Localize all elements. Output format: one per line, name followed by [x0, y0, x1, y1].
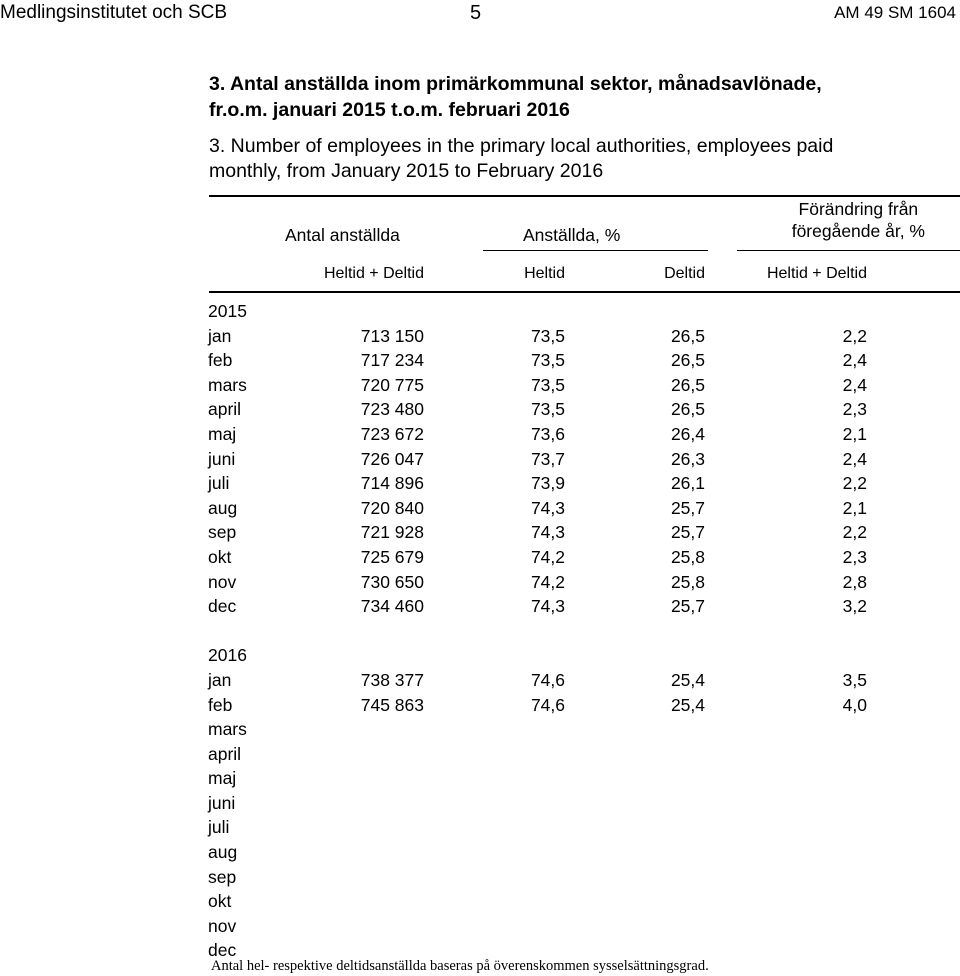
- cell-month: dec: [208, 596, 237, 617]
- table-title-swedish-line1: 3. Antal anställda inom primärkommunal sektor, månadsavlönade,: [209, 73, 822, 95]
- cell-month: april: [208, 743, 242, 764]
- cell-forandring: 2,4: [842, 374, 867, 395]
- cell-deltid-procent: 26,5: [670, 325, 705, 346]
- cell-forandring: 2,4: [842, 448, 867, 469]
- cell-forandring: 2,2: [842, 325, 867, 346]
- table-row: [0, 693, 960, 718]
- cell-month: jan: [208, 325, 232, 346]
- table-row: [0, 865, 960, 890]
- cell-month: april: [208, 399, 242, 420]
- cell-deltid-procent: 26,4: [670, 423, 705, 444]
- cell-forandring: 2,3: [842, 546, 867, 567]
- cell-antal-anstallda: 734 460: [360, 596, 424, 617]
- cell-forandring: 3,5: [842, 669, 867, 690]
- subheader-heltid: Heltid: [524, 265, 565, 282]
- cell-heltid-procent: 73,7: [530, 448, 565, 469]
- table-row: [0, 889, 960, 914]
- cell-month: okt: [208, 891, 232, 912]
- cell-heltid-procent: 73,5: [530, 325, 565, 346]
- table-row: [0, 791, 960, 816]
- table-row: [0, 840, 960, 865]
- table-row: [0, 668, 960, 693]
- cell-deltid-procent: 26,3: [670, 448, 705, 469]
- column-header-forandring: [792, 198, 925, 242]
- table-row: [0, 717, 960, 742]
- cell-deltid-procent: 25,8: [670, 571, 705, 592]
- column-header-anstallda-procent: Anställda, %: [523, 225, 621, 245]
- cell-heltid-procent: 73,6: [530, 423, 565, 444]
- cell-deltid-procent: 25,7: [670, 522, 705, 543]
- cell-month: aug: [208, 842, 238, 863]
- table-row: [0, 422, 960, 447]
- table-row: [0, 471, 960, 496]
- cell-antal-anstallda: 725 679: [360, 546, 424, 567]
- cell-month: mars: [208, 374, 247, 395]
- cell-month: jan: [208, 669, 232, 690]
- cell-antal-anstallda: 745 863: [360, 694, 424, 715]
- cell-heltid-procent: 73,5: [530, 374, 565, 395]
- cell-month: nov: [208, 571, 237, 592]
- table-row: [0, 545, 960, 570]
- cell-deltid-procent: 25,4: [670, 694, 705, 715]
- cell-antal-anstallda: 738 377: [360, 669, 424, 690]
- table-row: [0, 373, 960, 398]
- cell-month: sep: [208, 522, 237, 543]
- table-row: [0, 520, 960, 545]
- cell-month: feb: [208, 694, 233, 715]
- cell-heltid-procent: 74,3: [530, 522, 565, 543]
- report-code: AM 49 SM 1604: [834, 3, 956, 22]
- cell-month: sep: [208, 866, 237, 887]
- cell-deltid-procent: 25,7: [670, 497, 705, 518]
- cell-antal-anstallda: 713 150: [360, 325, 424, 346]
- table-row: [0, 815, 960, 840]
- cell-forandring: 2,1: [842, 423, 867, 444]
- cell-antal-anstallda: 717 234: [360, 350, 424, 371]
- table-row: [0, 766, 960, 791]
- table-title-swedish-line2: fr.o.m. januari 2015 t.o.m. februari 2016: [209, 99, 570, 121]
- table-row: [0, 742, 960, 767]
- cell-deltid-procent: 25,4: [670, 669, 705, 690]
- cell-heltid-procent: 74,2: [530, 571, 565, 592]
- year-label: 2016: [208, 645, 247, 666]
- cell-antal-anstallda: 720 775: [360, 374, 424, 395]
- cell-month: dec: [208, 940, 237, 961]
- table-header-rule: [209, 291, 960, 293]
- table-row: [0, 914, 960, 939]
- cell-forandring: 4,0: [842, 694, 867, 715]
- cell-month: maj: [208, 768, 237, 789]
- cell-forandring: 2,4: [842, 350, 867, 371]
- cell-deltid-procent: 26,1: [670, 473, 705, 494]
- year-label: 2015: [208, 301, 247, 321]
- table-title-english-line2: monthly, from January 2015 to February 2016: [209, 160, 604, 182]
- cell-month: feb: [208, 350, 233, 371]
- cell-heltid-procent: 73,5: [530, 399, 565, 420]
- cell-month: juli: [208, 473, 230, 494]
- cell-forandring: 2,2: [842, 473, 867, 494]
- group-underline-change: [737, 250, 960, 251]
- cell-month: mars: [208, 719, 247, 740]
- table-row: [0, 397, 960, 422]
- subheader-heltid-deltid-antal: Heltid + Deltid: [323, 265, 424, 282]
- cell-antal-anstallda: 726 047: [360, 448, 424, 469]
- cell-heltid-procent: 74,6: [530, 694, 565, 715]
- header-publisher: Medlingsinstitutet och SCB: [0, 2, 228, 23]
- table-row: [0, 594, 960, 619]
- cell-month: juni: [208, 792, 236, 813]
- cell-deltid-procent: 26,5: [670, 350, 705, 371]
- table-title-english-line1: 3. Number of employees in the primary local authorities, employees paid: [209, 135, 834, 157]
- cell-month: nov: [208, 915, 237, 936]
- table-row: [0, 570, 960, 595]
- cell-heltid-procent: 73,9: [530, 473, 565, 494]
- cell-deltid-procent: 25,7: [670, 596, 705, 617]
- cell-antal-anstallda: 720 840: [360, 497, 424, 518]
- cell-deltid-procent: 26,5: [670, 399, 705, 420]
- column-header-forandring-line2: föregående år, %: [791, 221, 925, 241]
- cell-heltid-procent: 73,5: [530, 350, 565, 371]
- cell-deltid-procent: 26,5: [670, 374, 705, 395]
- year-row: [0, 299, 960, 324]
- cell-heltid-procent: 74,3: [530, 596, 565, 617]
- cell-month: okt: [208, 546, 232, 567]
- cell-forandring: 3,2: [842, 596, 867, 617]
- year-row: [0, 643, 960, 668]
- page-number: 5: [470, 2, 482, 24]
- cell-forandring: 2,1: [842, 497, 867, 518]
- year-gap: [0, 619, 960, 644]
- footnote: Antal hel- respektive deltidsanställda baseras på överenskommen sysselsättningsgrad.: [211, 958, 709, 974]
- cell-heltid-procent: 74,6: [530, 669, 565, 690]
- cell-forandring: 2,2: [842, 522, 867, 543]
- table-row: [0, 447, 960, 472]
- cell-forandring: 2,3: [842, 399, 867, 420]
- cell-month: juli: [208, 817, 230, 838]
- cell-month: aug: [208, 497, 238, 518]
- cell-heltid-procent: 74,2: [530, 546, 565, 567]
- column-header-forandring-line1: Förändring från: [798, 199, 919, 219]
- column-header-antal-anstallda: Antal anställda: [285, 225, 400, 245]
- cell-month: maj: [208, 423, 237, 444]
- cell-forandring: 2,8: [842, 571, 867, 592]
- cell-heltid-procent: 74,3: [530, 497, 565, 518]
- subheader-heltid-deltid-change: Heltid + Deltid: [766, 265, 867, 282]
- table-top-rule: [209, 195, 960, 197]
- cell-antal-anstallda: 723 480: [360, 399, 424, 420]
- cell-antal-anstallda: 730 650: [360, 571, 424, 592]
- group-underline-percent: [483, 250, 708, 251]
- cell-antal-anstallda: 723 672: [360, 423, 424, 444]
- subheader-deltid: Deltid: [664, 265, 705, 282]
- table-row: [0, 324, 960, 349]
- table-row: [0, 348, 960, 373]
- cell-antal-anstallda: 714 896: [360, 473, 424, 494]
- cell-antal-anstallda: 721 928: [360, 522, 424, 543]
- cell-month: juni: [208, 448, 236, 469]
- table-body: [0, 299, 960, 963]
- table-row: [0, 496, 960, 521]
- cell-deltid-procent: 25,8: [670, 546, 705, 567]
